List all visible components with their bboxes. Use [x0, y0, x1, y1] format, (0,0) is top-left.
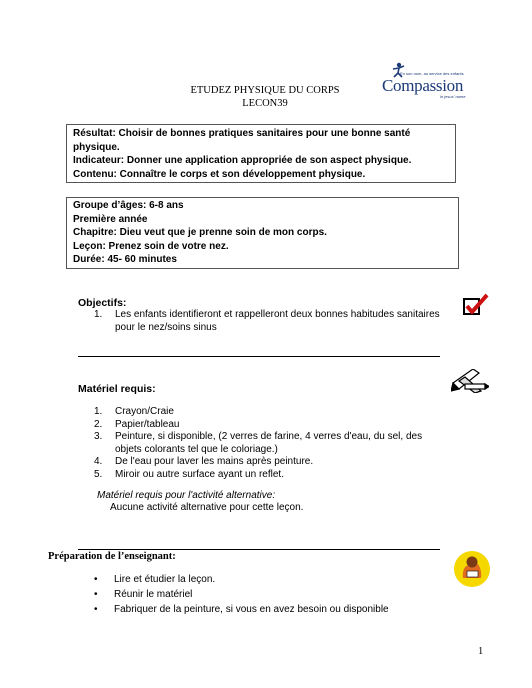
teacher-icon: [452, 550, 492, 588]
list-item: [94, 309, 454, 322]
bullet-icon: •: [94, 604, 98, 615]
logo-wordmark: Compassion: [382, 76, 464, 95]
alt-materiel-title: Matériel requis pour l'activité alternative:: [97, 490, 276, 501]
list-text: Lire et étudier la leçon.: [114, 574, 216, 585]
logo-small-text: En son nom, au service des enfants: [400, 71, 464, 76]
list-number: 4.: [94, 456, 103, 467]
list-text: Crayon/Craie: [115, 406, 174, 417]
resultat-text: Résultat: Choisir de bonnes pratiques sanitaires pour une bonne santé physique.: [73, 128, 411, 153]
alt-materiel-text: Aucune activité alternative pour cette leçon.: [110, 502, 304, 513]
list-text: De l'eau pour laver les mains après peinture.: [115, 456, 314, 467]
bullet-icon: •: [94, 574, 98, 585]
bullet-icon: •: [94, 589, 98, 600]
preparation-list: [94, 574, 454, 617]
page-number: 1: [478, 646, 484, 657]
list-item: [94, 406, 454, 419]
list-item: [94, 589, 454, 602]
list-text-cont: objets colorants tel que le coloriage.): [115, 443, 278, 455]
groupe-text: Groupe d’âges: 6-8 ans: [73, 200, 184, 211]
document-title: [160, 84, 370, 110]
chapitre-text: Chapitre: Dieu veut que je prenne soin de mon corps.: [73, 227, 327, 238]
checkbox-check-icon: [462, 293, 490, 319]
contenu-text: Contenu: Connaître le corps et son développement physique.: [73, 168, 366, 180]
lecon-text: Leçon: Prenez soin de votre nez.: [73, 240, 229, 252]
lesson-info-box: [66, 197, 459, 269]
list-number: 1.: [94, 406, 103, 417]
objectifs-list: [94, 309, 454, 334]
annee-text: Première année: [73, 213, 148, 225]
list-text: Fabriquer de la peinture, si vous en avez besoin ou disponible: [114, 604, 389, 615]
logo-tagline: in jesus' name: [440, 94, 466, 99]
list-text: Papier/tableau: [115, 418, 180, 430]
divider-line: [78, 356, 440, 357]
materiel-title: Matériel requis:: [78, 383, 156, 395]
list-item: [94, 604, 454, 617]
list-text: Les enfants identifieront et rappelleront deux bonnes habitudes sanitaires: [115, 309, 440, 320]
list-item: [94, 419, 454, 432]
list-number: 5.: [94, 468, 103, 480]
list-item: [94, 469, 454, 482]
divider-line: [78, 549, 440, 550]
list-item: [94, 431, 454, 456]
list-item: [94, 574, 454, 587]
preparation-title: Préparation de l’enseignant:: [48, 551, 176, 562]
list-text: Peinture, si disponible, (2 verres de farine, 4 verres d'eau, du sel, des: [115, 431, 423, 442]
list-number: 2.: [94, 418, 103, 430]
list-number: 1.: [94, 309, 103, 320]
result-box: [66, 124, 456, 183]
title-line-2: LECON39: [242, 98, 288, 109]
list-number: 3.: [94, 431, 103, 442]
list-text: Miroir ou autre surface ayant un reflet.: [115, 468, 284, 480]
pencils-icon: [451, 369, 489, 393]
compassion-logo: [382, 62, 478, 102]
duree-text: Durée: 45- 60 minutes: [73, 254, 177, 265]
objectifs-title: Objectifs:: [78, 297, 127, 309]
list-text-cont: pour le nez/soins sinus: [115, 321, 217, 333]
materiel-list: [94, 406, 454, 481]
title-line-1: ETUDEZ PHYSIQUE DU CORPS: [190, 85, 340, 96]
list-item: [94, 456, 454, 469]
indicateur-text: Indicateur: Donner une application appropriée de son aspect physique.: [73, 155, 412, 166]
list-text: Réunir le matériel: [114, 589, 193, 600]
